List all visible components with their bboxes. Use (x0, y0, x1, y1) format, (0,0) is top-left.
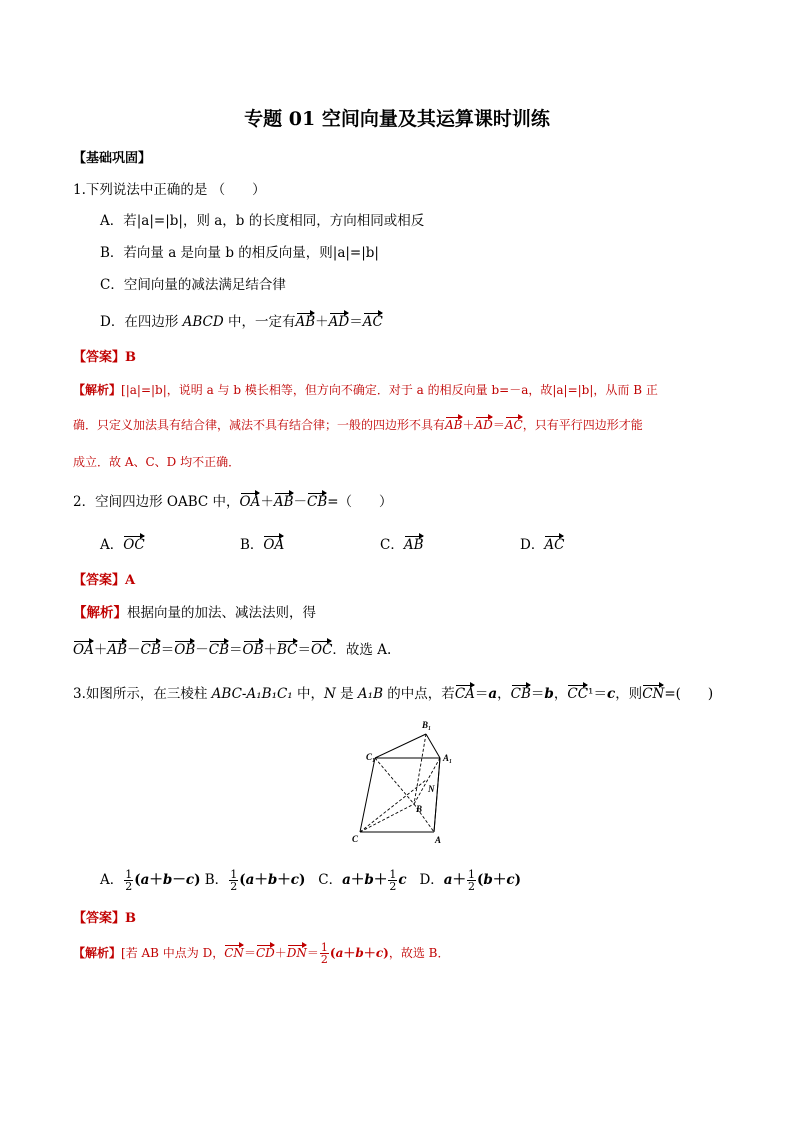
label-a1: A₁ (443, 753, 453, 763)
q2-explanation-formula: OA＋AB－CB＝OB－CB＝OB＋BC＝OC．故选 A. (73, 642, 392, 658)
q2-option-c: C．AB (380, 537, 424, 553)
q3-options: A． $\frac{1}{2}$ (a＋b－c) B． $\frac{1}{2}$ (a＋b＋c) C．a＋b＋ $\frac{1}{2}$ c D．a＋ $\frac{1}{2}$ (b＋c) (100, 868, 521, 893)
q3-option-a: A． (100, 872, 124, 888)
label-b: B (416, 804, 423, 814)
q3-option-c: C． (318, 872, 343, 888)
q2-stem: 2．空间四边形 OABC 中，OA＋AB－CB=（ ） (73, 494, 393, 510)
label-n: N (428, 784, 435, 794)
q2-answer: 【答案】A (73, 573, 136, 588)
q3-explanation: 【解析】[若 AB 中点为 D，CN＝CD＋DN＝ $\frac{1}{2}$ (a＋b＋c)，故选 B． (73, 941, 450, 966)
q1-explanation-line1: 【解析】[|a|=|b|，说明 a 与 b 模长相等，但方向不确定．对于 a 的相反向量 b=－a，故|a|=|b|，从而 B 正 (73, 383, 658, 397)
q1-explanation-line2: 确．只定义加法具有结合律，减法不具有结合律；一般的四边形不具有AB＋AD＝AC，只有平行四边形才能 (73, 418, 643, 432)
q2-option-d: D．AC (520, 537, 565, 553)
q3-answer: 【答案】B (73, 911, 137, 926)
q1-option-a: A．若|a|=|b|，则 a，b 的长度相同，方向相同或相反 (100, 213, 425, 229)
label-b1: B₁ (422, 720, 432, 730)
page-title: 专题 01 空间向量及其运算课时训练 (244, 108, 550, 130)
q1-stem: 1.下列说法中正确的是 （ ） (73, 182, 266, 198)
prism-figure (340, 716, 470, 848)
q2-option-b: B．OA (240, 537, 285, 553)
label-c1: C₁ (366, 752, 376, 762)
q2-option-a: A．OC (100, 537, 145, 553)
label-a: A (435, 835, 442, 845)
q2-explanation: 【解析】根据向量的加法、减法法则，得 (73, 605, 316, 621)
q3-stem: 3.如图所示，在三棱柱 ABC-A₁B₁C₁ 中，N 是 A₁B 的中点，若CA＝a，CB＝b，CC¹＝c，则CN=( ) (73, 686, 714, 702)
q3-option-b: B． (204, 872, 229, 888)
q1-option-b: B．若向量 a 是向量 b 的相反向量，则|a|=|b| (100, 245, 379, 261)
q3-option-d: D． (419, 872, 444, 888)
q1-option-d: D．在四边形 ABCD 中，一定有AB＋AD＝AC (100, 314, 383, 330)
q1-explanation-line3: 成立．故 A、C、D 均不正确． (73, 455, 241, 469)
section-heading: 【基础巩固】 (73, 151, 152, 166)
q1-answer: 【答案】B (73, 350, 137, 365)
label-c: C (352, 834, 359, 844)
q1-option-c: C．空间向量的减法满足结合律 (100, 277, 286, 293)
